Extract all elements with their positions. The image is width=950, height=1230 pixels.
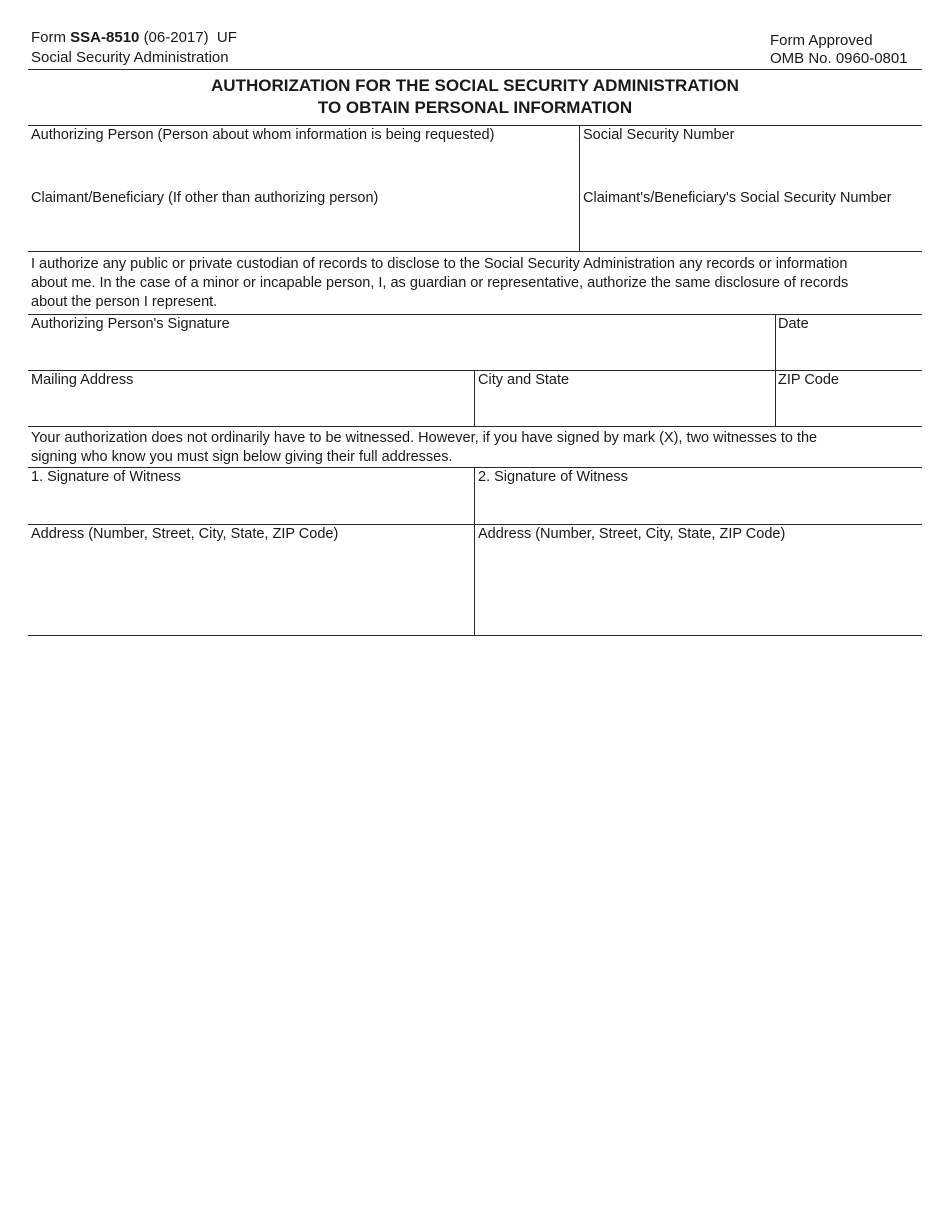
column-divider <box>579 125 580 251</box>
signature-label: Authorizing Person's Signature <box>31 316 230 332</box>
rule <box>28 635 922 636</box>
zip-field[interactable] <box>778 390 920 424</box>
authorizing-person-field[interactable] <box>30 145 576 187</box>
witness2-address-label: Address (Number, Street, City, State, ZIP Code) <box>478 526 786 542</box>
column-divider <box>474 467 475 636</box>
agency-name: Social Security Administration <box>31 49 229 66</box>
witness2-signature-label: 2. Signature of Witness <box>478 469 628 485</box>
authorization-statement-line3: about the person I represent. <box>31 294 218 310</box>
witness1-signature-label: 1. Signature of Witness <box>31 469 181 485</box>
form-revision: (06-2017) UF <box>143 29 237 46</box>
city-state-field[interactable] <box>477 390 772 424</box>
claimant-ssn-field[interactable] <box>582 208 920 250</box>
header-rule <box>28 69 922 70</box>
claimant-ssn-label: Claimant's/Beneficiary's Social Security Number <box>583 190 892 206</box>
zip-label: ZIP Code <box>778 372 839 388</box>
mailing-address-field[interactable] <box>30 390 471 424</box>
witness-statement-line1: Your authorization does not ordinarily have to be witnessed. However, if you have signed by mark (X), two witnesses to the <box>31 430 818 446</box>
rule <box>28 426 922 427</box>
form-title-line1: AUTHORIZATION FOR THE SOCIAL SECURITY ADMINISTRATION <box>211 76 739 95</box>
witness1-address-field[interactable] <box>30 544 471 632</box>
column-divider <box>474 370 475 426</box>
authorizing-person-label: Authorizing Person (Person about whom information is being requested) <box>31 127 495 143</box>
claimant-label: Claimant/Beneficiary (If other than authorizing person) <box>31 190 379 206</box>
claimant-field[interactable] <box>30 208 576 250</box>
witness1-address-label: Address (Number, Street, City, State, ZIP Code) <box>31 526 339 542</box>
authorization-statement-line2: about me. In the case of a minor or incapable person, I, as guardian or representative, authorize the same disclosure of records <box>31 275 849 291</box>
witness1-signature-field[interactable] <box>30 487 471 521</box>
ssn-field[interactable] <box>582 145 920 187</box>
form-title-line2: TO OBTAIN PERSONAL INFORMATION <box>317 98 633 117</box>
form-approved: Form Approved <box>770 32 873 49</box>
witness2-address-field[interactable] <box>477 544 920 632</box>
form-number: SSA-8510 <box>70 29 140 46</box>
form-prefix: Form <box>31 29 66 46</box>
date-field[interactable] <box>778 334 920 368</box>
rule <box>28 251 922 252</box>
ssn-label: Social Security Number <box>583 127 735 143</box>
mailing-address-label: Mailing Address <box>31 372 134 388</box>
date-label: Date <box>778 316 809 332</box>
witness2-signature-field[interactable] <box>477 487 920 521</box>
witness-statement-line2: signing who know you must sign below giving their full addresses. <box>31 449 453 465</box>
authorization-statement-line1: I authorize any public or private custodian of records to disclose to the Social Security Administration any records or information <box>31 256 848 272</box>
signature-field[interactable] <box>30 334 772 368</box>
form-id <box>31 29 237 47</box>
omb-number: OMB No. 0960-0801 <box>770 50 908 67</box>
city-state-label: City and State <box>478 372 570 388</box>
